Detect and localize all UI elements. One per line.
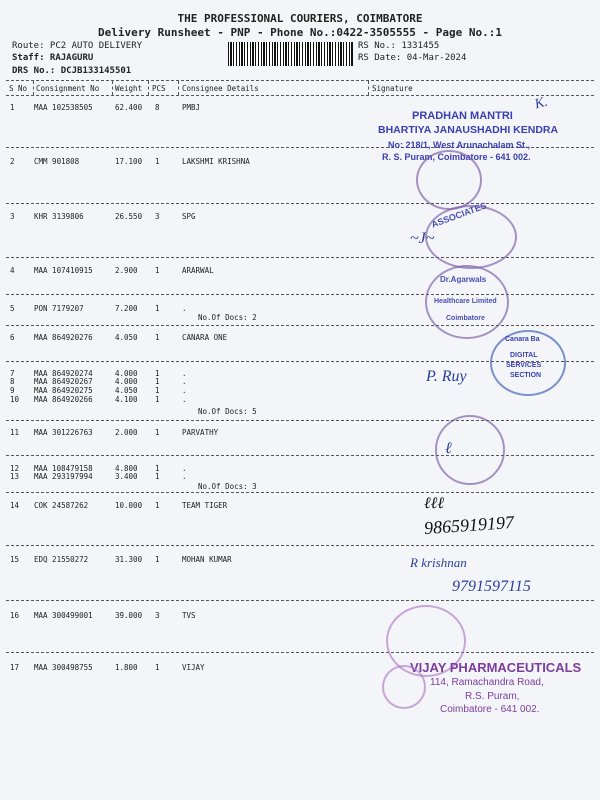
row-pcs: 1 xyxy=(155,501,160,510)
row-pcs: 1 xyxy=(155,377,160,386)
row-wt: 4.800 xyxy=(115,464,138,473)
row-wt: 3.400 xyxy=(115,472,138,481)
row-pcs: 1 xyxy=(155,333,160,342)
drs-number: DRS No.: DCJB133145501 xyxy=(12,66,132,76)
row-cno: MAA 102538505 xyxy=(34,103,93,112)
row-name: . xyxy=(182,304,187,313)
row-separator xyxy=(6,652,594,653)
row-sno: 6 xyxy=(10,333,15,342)
row-cno: MAA 864920276 xyxy=(34,333,93,342)
vijay-stamp-line4: Coimbatore - 641 002. xyxy=(440,704,540,715)
row-sno: 10 xyxy=(10,395,20,404)
row-pcs: 3 xyxy=(155,212,160,221)
row-separator xyxy=(6,492,594,493)
stamp-pmbj-line2: BHARTIYA JANAUSHADHI KENDRA xyxy=(378,124,559,136)
row-name: SPG xyxy=(182,212,196,221)
row-cno: MAA 300499001 xyxy=(34,611,93,620)
row-separator xyxy=(6,325,594,326)
row-sno: 13 xyxy=(10,472,20,481)
col-consignment: Consignment No xyxy=(36,84,100,93)
row-pcs: 1 xyxy=(155,369,160,378)
row-cno: COK 24587262 xyxy=(34,501,89,510)
docs-count: No.Of Docs: 5 xyxy=(198,407,257,416)
handwritten-phone-15: 9791597115 xyxy=(452,578,531,595)
row-cno: MAA 107410915 xyxy=(34,266,93,275)
vijay-stamp-line2: 114, Ramachandra Road, xyxy=(430,677,544,688)
row-wt: 4.100 xyxy=(115,395,138,404)
docs-count: No.Of Docs: 2 xyxy=(198,313,257,322)
row-wt: 31.300 xyxy=(115,555,143,564)
row-name: . xyxy=(182,369,187,378)
row-pcs: 1 xyxy=(155,386,160,395)
row-sno: 16 xyxy=(10,611,20,620)
row-pcs: 3 xyxy=(155,611,160,620)
row-wt: 10.000 xyxy=(115,501,143,510)
row-pcs: 1 xyxy=(155,555,160,564)
staff-label: Staff: RAJAGURU xyxy=(12,53,94,63)
row-pcs: 1 xyxy=(155,472,160,481)
row-wt: 62.400 xyxy=(115,103,143,112)
row-name: TEAM TIGER xyxy=(182,501,228,510)
row-name: . xyxy=(182,377,187,386)
row-sno: 8 xyxy=(10,377,15,386)
row-sno: 17 xyxy=(10,663,20,672)
row-name: CANARA ONE xyxy=(182,333,228,342)
row-cno: EDQ 21550272 xyxy=(34,555,89,564)
docs-count: No.Of Docs: 3 xyxy=(198,482,257,491)
row-wt: 4.000 xyxy=(115,377,138,386)
row-separator xyxy=(6,455,594,456)
runsheet-subtitle: Delivery Runsheet - PNP - Phone No.:0422-3505555 - Page No.:1 xyxy=(98,26,502,39)
runsheet-title: THE PROFESSIONAL COURIERS, COIMBATORE xyxy=(177,12,423,25)
row-pcs: 1 xyxy=(155,157,160,166)
row-cno: PON 7179207 xyxy=(34,304,84,313)
row-wt: 7.200 xyxy=(115,304,138,313)
row-pcs: 1 xyxy=(155,464,160,473)
signature-3: ~J~ xyxy=(410,230,435,247)
signature-11: ℓ xyxy=(445,440,452,457)
row-sno: 2 xyxy=(10,157,15,166)
row-wt: 4.050 xyxy=(115,386,138,395)
row-name: MOHAN KUMAR xyxy=(182,555,232,564)
row-separator xyxy=(6,420,594,421)
canara-stamp-line3: SERVICES xyxy=(506,362,542,369)
row-separator xyxy=(6,600,594,601)
row-cno: MAA 864920267 xyxy=(34,377,93,386)
row-cno: MAA 108479158 xyxy=(34,464,93,473)
stamp-pmbj-line3: No: 218/1, West Arunachalam St., xyxy=(388,140,531,150)
row-cno: CMM 901808 xyxy=(34,157,80,166)
row-separator xyxy=(6,203,594,204)
row-separator xyxy=(6,545,594,546)
row-name: . xyxy=(182,386,187,395)
row-sno: 4 xyxy=(10,266,15,275)
row-cno: MAA 301226763 xyxy=(34,428,93,437)
col-sno: S No xyxy=(9,84,28,93)
row-sno: 12 xyxy=(10,464,20,473)
signature-14: ℓℓℓ xyxy=(424,495,444,512)
col-signature: Signature xyxy=(372,84,413,93)
route-label: Route: PC2 AUTO DELIVERY xyxy=(12,41,143,51)
round-stamp xyxy=(416,150,482,210)
row-sno: 14 xyxy=(10,501,20,510)
row-wt: 1.800 xyxy=(115,663,138,672)
row-pcs: 1 xyxy=(155,428,160,437)
row-sno: 9 xyxy=(10,386,15,395)
agarwal-stamp-line3: Coimbatore xyxy=(446,315,485,322)
stamp-pmbj-line1: PRADHAN MANTRI xyxy=(412,110,513,122)
row-cno: MAA 300498755 xyxy=(34,663,93,672)
vijay-stamp-line3: R.S. Puram, xyxy=(465,691,520,702)
row-wt: 4.000 xyxy=(115,369,138,378)
vijay-stamp-line1: VIJAY PHARMACEUTICALS xyxy=(410,660,582,675)
row-wt: 26.550 xyxy=(115,212,143,221)
canara-stamp-line1: Canara Ba xyxy=(505,336,540,343)
row-cno: KHR 3139806 xyxy=(34,212,84,221)
handwritten-phone-14: 9865919197 xyxy=(423,511,515,539)
row-name: PMBJ xyxy=(182,103,201,112)
small-round-stamp xyxy=(382,665,426,709)
rs-date: RS Date: 04-Mar-2024 xyxy=(358,53,467,63)
row-sno: 15 xyxy=(10,555,20,564)
col-weight: Weight xyxy=(115,84,143,93)
row-cno: MAA 864920274 xyxy=(34,369,93,378)
row-sno: 5 xyxy=(10,304,15,313)
row-wt: 2.000 xyxy=(115,428,138,437)
signature-6: P. Ruy xyxy=(426,368,467,385)
row-sno: 1 xyxy=(10,103,15,112)
stamp-pmbj-line4: R. S. Puram, Coimbatore - 641 002. xyxy=(382,152,531,162)
row-name: VIJAY xyxy=(182,663,205,672)
canara-stamp-line4: SECTION xyxy=(510,372,542,379)
row-name: PARVATHY xyxy=(182,428,219,437)
header-rule-top xyxy=(6,80,594,81)
row-pcs: 1 xyxy=(155,395,160,404)
col-pcs: PCS xyxy=(152,84,166,93)
rs-number: RS No.: 1331455 xyxy=(358,41,440,51)
barcode xyxy=(228,42,353,66)
row-pcs: 1 xyxy=(155,663,160,672)
row-wt: 17.100 xyxy=(115,157,143,166)
row-pcs: 1 xyxy=(155,304,160,313)
row-wt: 39.000 xyxy=(115,611,143,620)
row-sno: 3 xyxy=(10,212,15,221)
agarwal-stamp-line2: Healthcare Limited xyxy=(434,298,497,305)
signature-1: K. xyxy=(533,94,550,113)
col-consignee: Consignee Details xyxy=(182,84,259,93)
row-pcs: 1 xyxy=(155,266,160,275)
row-name: . xyxy=(182,395,187,404)
row-name: . xyxy=(182,464,187,473)
row-wt: 2.900 xyxy=(115,266,138,275)
canara-stamp-line2: DIGITAL xyxy=(510,352,538,359)
header-rule-bottom xyxy=(6,95,594,96)
agarwal-stamp-line1: Dr.Agarwals xyxy=(440,275,487,284)
row-cno: MAA 864920275 xyxy=(34,386,93,395)
row-sno: 7 xyxy=(10,369,15,378)
row-cno: MAA 864920266 xyxy=(34,395,93,404)
row-name: . xyxy=(182,472,187,481)
handwritten-name-15: R krishnan xyxy=(410,555,467,570)
row-wt: 4.050 xyxy=(115,333,138,342)
row-name: ARARWAL xyxy=(182,266,214,275)
row-pcs: 8 xyxy=(155,103,160,112)
row-cno: MAA 293197994 xyxy=(34,472,93,481)
row-name: LAKSHMI KRISHNA xyxy=(182,157,250,166)
row-name: TVS xyxy=(182,611,196,620)
associates-stamp-text: ASSOCIATES xyxy=(430,200,488,230)
row-sno: 11 xyxy=(10,428,20,437)
